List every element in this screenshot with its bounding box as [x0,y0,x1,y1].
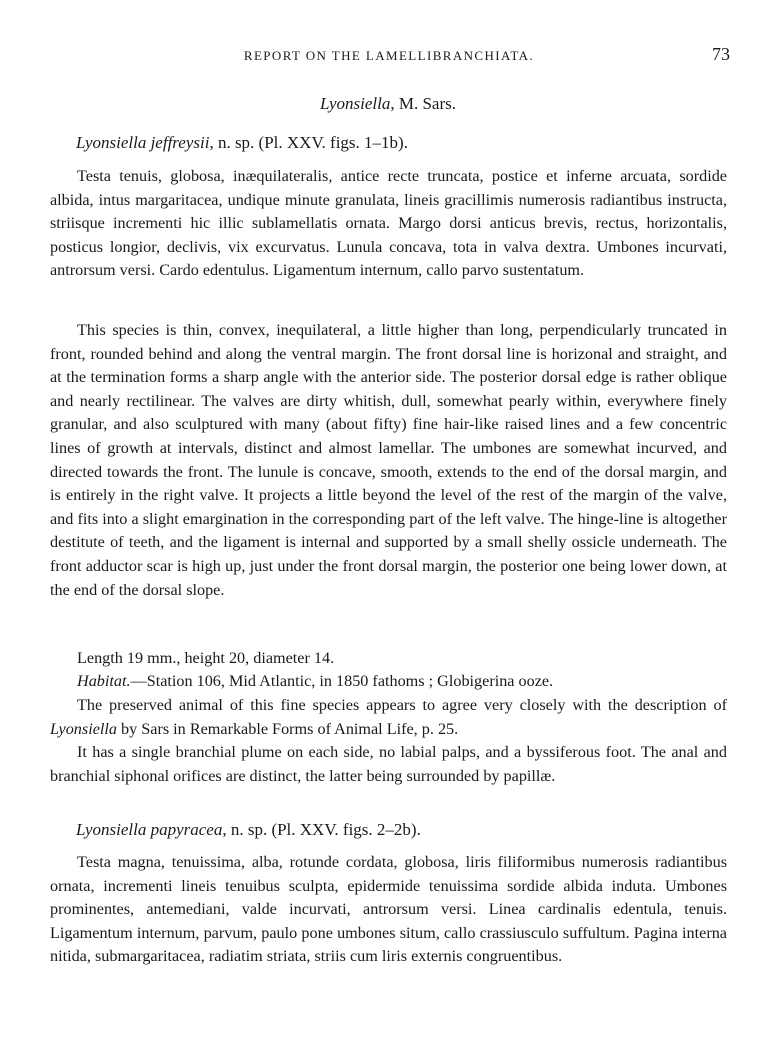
running-title: REPORT ON THE LAMELLIBRANCHIATA. [243,48,535,63]
branchial-paragraph: It has a single branchial plume on each side, no labial palps, and a byssiferous foot. The anal and branchial siphonal orifices are distinct, the latter being surrounded by papillæ. [50,743,727,785]
species-heading-papyracea [76,820,421,840]
species-reference: , n. sp. (Pl. XXV. figs. 2–2b). [222,820,421,839]
latin-description-papyracea: Testa magna, tenuissima, alba, rotunde cordata, globosa, liris filiformibus numerosis radiantibus ornata, incrementi lineis tenuibus sculpta, epidermide tenuissima sordide albida induta. Umbones prominentes, antemediani, valde incurvati, antrorsum versi. Linea cardinalis edentula, tenuis. Ligamentum internum, parvum, paulo pone umbones situm, callo crassiusculo suffultum. Pagina interna nitida, submargaritacea, radiatim striata, striis cum liris externis congruentibus. [50,853,727,966]
habitat-line [77,672,553,691]
english-description-jeffreysii: This species is thin, convex, inequilateral, a little higher than long, perpendicularly truncated in front, rounded behind and along the ventral margin. The front dorsal line is horizonal and straight, and at the termination forms a sharp angle with the anterior side. The posterior dorsal edge is rather oblique and nearly rectilinear. The valves are dirty whitish, dull, somewhat pearly within, everywhere finely granular, and also sculptured with many (about fifty) fine hair-like raised lines and a few concentric lines of growth at intervals, distinct and almost lamellar. The umbones are somewhat incurved, and directed towards the front. The lunule is concave, smooth, extends to the end of the dorsal margin, and is entirely in the right valve. It projects a little beyond the level of the rest of the margin of the valve, and fits into a slight emargination in the corresponding part of the left valve. The hinge-line is altogether destitute of teeth, and the ligament is internal and supported by a small shelly ossicle underneath. The front adductor scar is high up, just under the front dorsal margin, the posterior one being lower down, at the end of the dorsal slope. [50,321,727,599]
preserved-genus: Lyonsiella [50,719,117,738]
latin-description-jeffreysii: Testa tenuis, globosa, inæquilateralis, antice recte truncata, postice et inferne arcuata, sordide albida, intus margaritacea, undique minute granulata, lineis gracillimis numerosis radiantibus instructa, striisque incrementi hic illic sublamellatis ornata. Margo dorsi anticus brevis, rectus, horizontalis, posticus longior, declivis, vix excurvatus. Lunula concava, tota in valva dextra. Umbones incurvati, antrorsum versi. Cardo edentulus. Ligamentum internum, callo parvo sustentatum. [50,167,727,280]
page-header [48,44,730,68]
species-reference: , n. sp. (Pl. XXV. figs. 1–1b). [209,133,408,152]
preserved-text-before: The preserved animal of this fine species appears to agree very closely with the description of [77,696,727,714]
genus-heading [0,94,776,114]
species-heading-jeffreysii [76,133,408,153]
species-name: Lyonsiella papyracea [76,820,223,839]
preserved-text-after: by Sars in Remarkable Forms of Animal Life, p. 25. [116,719,459,738]
habitat-text: —Station 106, Mid Atlantic, in 1850 fathoms ; Globigerina ooze. [130,672,554,690]
genus-author: , M. Sars. [390,94,456,113]
measurements: Length 19 mm., height 20, diameter 14. [77,649,335,667]
preserved-animal-paragraph [50,694,727,741]
page-number: 73 [712,44,730,64]
genus-name: Lyonsiella [320,94,391,113]
habitat-label: Habitat. [77,672,131,690]
species-name: Lyonsiella jeffreysii [76,133,210,152]
